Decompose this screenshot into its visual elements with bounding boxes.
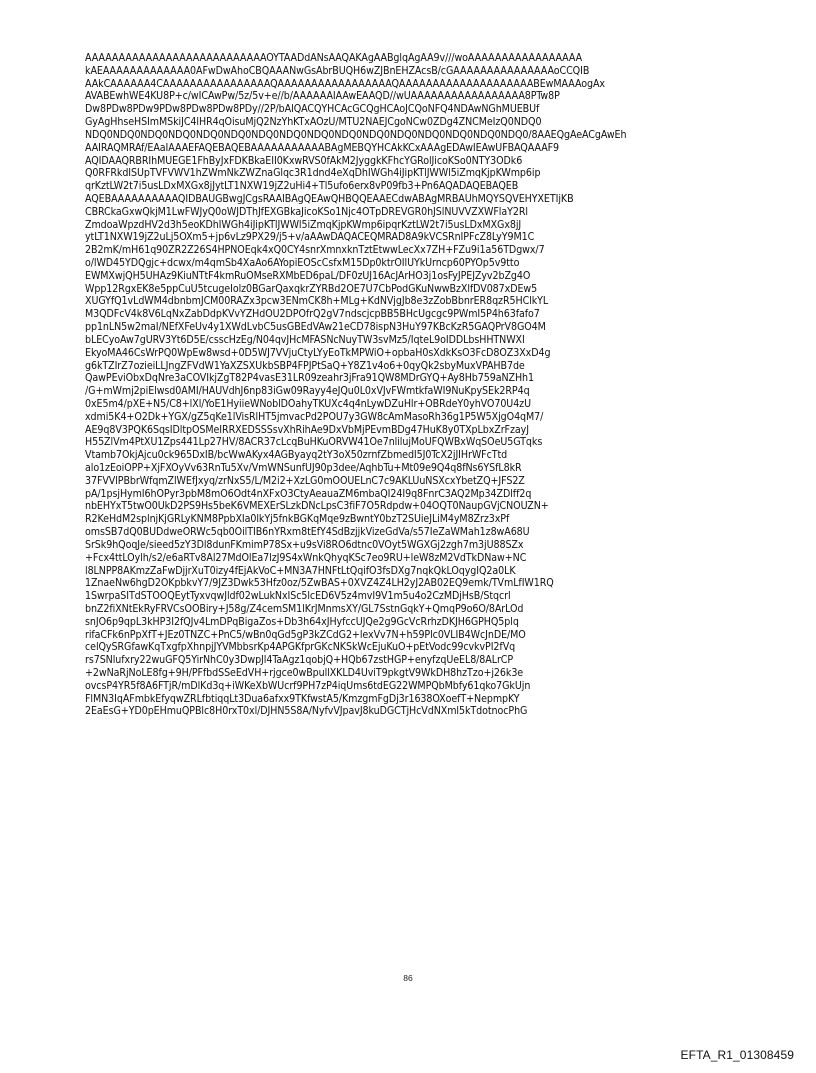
text-line: /G+mWmj2piElwsd0AMI/HAUVdhJ6np83iGw09Rayy4eJQu0L0xVJvFWmtkfaWI9NuKpySEk2RP4q — [85, 385, 530, 398]
text-line: celQySRGfawKqTxgfpXhnpjJYVMbbsrKp4APGKfprGKcNKSkWcEjuKuO+pEtVodc99cvkvPI2fVq — [85, 641, 516, 654]
text-line: omsSB7dQ0BUDdweORWc5qb0OilTIB6nYRxm8tEfY4SdBzjjkVizeGdVa/s57IeZaWMah1z8wA68U — [85, 526, 530, 539]
text-line: Vtamb7OkjAjcu0ck965DxIB/bcWwAKyx4AGByayq2tY3oX50zrnfZbmedI5J0TcX2jJIHrWFcTtd — [85, 449, 508, 462]
text-line: SrSk9hQoqJe/sieed5zY3Dl8dunFKmimP78Sx+u9sVi8RO6dtnc0VOyt5WGXGj2zgh7m3jU88SZx — [85, 538, 524, 551]
text-line: NDQ0NDQ0NDQ0NDQ0NDQ0NDQ0NDQ0NDQ0NDQ0NDQ0NDQ0NDQ0NDQ0NDQ0NDQ0NDQ0/8AAEQgAeACgAwEh — [85, 128, 627, 141]
text-line: Q0RFRkdISUpTVFVWV1hZWmNkZWZnaGlqc3R1dnd4eXqDhIWGh4iJipKTlJWWl5iZmqKjpKWmp6ip — [85, 167, 541, 180]
text-line: CBRCkaGxwQkjM1LwFWJyQ0oWJDThJfEXGBkaJicoKSo1Njc4OTpDREVGR0hJSlNUVVZXWFlaY2Rl — [85, 205, 528, 218]
text-line: AAAAAAAAAAAAAAAAAAAAAAAAAAAOYTAADdANsAAQAKAgAABglqAgAA9v///woAAAAAAAAAAAAAAAAA — [85, 52, 583, 64]
text-line: AQIDAAQRBRIhMUEGE1FhByJxFDKBkaEII0KxwRVS0fAkM2JyggkKFhcYGRolJicoKSo0NTY3ODk6 — [85, 154, 523, 167]
text-line: ovcsP4YR5f8A6FTjR/mDlKd3q+iWKeXbWUcrf9PH7zP4iqUms6tdEG22WMPQbMbfy61qko7GkUjn — [85, 679, 531, 692]
text-line: alo1zEoiOPP+XjFXOyVv63RnTu5Xv/VmWNSunfUJ90p3dee/AqhbTu+Mt09e9Q4q8fNs6YSfL8kR — [85, 462, 522, 474]
text-line: EkyoMA46CsWrPQ0WpEw8wsd+0D5WJ7VVjuCtyLYyEoTkMPWiO+opbaH0sXdkKsO3FcD8OZ3XxD4g — [85, 346, 551, 359]
text-line: bLECyoAw7gURV3Yt6D5E/csscHzEg/N04qvJHcMFASNcNuyTW3svMz5/IqteL9oIDDLbsHHTNWXI — [85, 333, 525, 346]
text-line: bnZ2fiXNtEkRyFRVCsOOBiry+J58g/Z4cemSM1lKrJMnmsXY/GL7SstnGqkY+QmqP9o6O/8ArLOd — [85, 602, 524, 615]
text-line: GyAgHhseHSImMSkiJC4lHR4qOisuMjQ2NzYhKTxAOzU/MTU2NAEJCgoNCw0ZDg4ZNCMeIzQ0NDQ0 — [85, 116, 542, 129]
text-line: AAIRAQMRAf/EAaIAAAEFAQEBAQEBAAAAAAAAAAABAgMEBQYHCAkKCxAAAgEDAwIEAwUFBAQAAAF9 — [85, 141, 560, 154]
text-line: R2KeHdM2splnjKjGRLyKNM8PpbXIa0lkYj5fnkBGKqMqe9zBwntY0bzT2SUieJLiM4yM8Zrz3xPf — [85, 513, 510, 526]
text-line: ytLT1NXW19jZ2uLj5OXm5+jp6vLz9PX29/j5+v/aAAwDAQACEQMRAD8A9kVCSRnIPFcZ8LyY9M1C — [85, 231, 535, 244]
text-line: 0xE5m4/pXE+N5/C8+lXl/YoE1HyiieWNoblDOahyTKUXc4q4nLywDZuHlr+OBRdeY0yhVO70U4zU — [85, 397, 532, 410]
text-line: Dw8PDw8PDw9PDw8PDw8PDw8PDy//2P/bAIQACQYHCAcGCQgHCAoJCQoNFQ4NDAwNGhMUEBUf — [85, 103, 540, 116]
text-line: pA/1psjHymI6hOPyr3pbM8mO6Odt4nXFxO3CtyAeauaZM6mbaQI24I9q8FnrC3AQ2Mp34ZDlff2q — [85, 487, 532, 500]
text-line: M3QDFcV4k8V6LqNxZabDdpKVvYZHdOU2DPOfrQ2gV7ndscjcpBB5BHcUgcgc9PWmI5P4h63fafo7 — [85, 308, 540, 321]
text-line: 2EaEsG+YD0pEHmuQPBlc8H0rxT0xl/DJHN5S8A/NyfvVJpavJ8kuDGCTjHcVdNXml5kTdotnocPhG — [85, 705, 528, 718]
text-line: AVABEwhWE4KU8P+c/wICAwPw/5z/5v+e//b/AAAAAAIAAwEAAQD//wUAAAAAAAAAAAAAAAAA8PTw8P — [85, 90, 560, 103]
text-line: snJO6p9qpL3kHP3I2fQJv4LmDPqBigaZos+Db3h64xJHyfccUJQe2g9GcVcRrhzDKJH6GPHQ5plq — [85, 615, 519, 628]
text-line: QawPEviObxDqNre3aCOVIkjZgT82P4vasE31LR09zeahr3jFra91QW8MDrGYQ+Ay8Hb759aNZHh1 — [85, 372, 534, 385]
text-line: pp1nLN5w2maI/NEfXFeUv4y1XWdLvbC5usGBEdVAw21eCD78ispN3HuY97KBcKzR5GAQPrV8GO4M — [85, 321, 546, 334]
text-line: Wpp12RgxEK8e5ppCuU5tcugeIolz0BGarQaxqkrZYRBd2OE7U7CbPodGKuNwwBzXlfDV087xDEw5 — [85, 282, 538, 295]
text-line: rs7SNlufxry22wuGFQ5YirNhC0y3DwpJl4TaAgz1qobjQ+HQb67zstHGP+enyfzqUeEL8/8ALrCP — [85, 654, 514, 667]
encoded-text-block — [85, 52, 725, 718]
text-line: FlMN3IqAFmbkEfyqwZRLfbtiqqLt3Dua6afxx9TKfwstA5/KmzgmFgDj3r1638OXoefT+NepmpKY — [85, 692, 520, 705]
text-line: H55ZlVm4PtXU1Zps441Lp27HV/8ACR37cLcqBuHKuORVW41Oe7nlilujMoUFQWBxWqSOeU5GTqks — [85, 436, 543, 449]
text-line: l8LNPP8AKmzZaFwDjjrXuT0izy4fEjAkVoC+MN3A7HNFtLtQqifO3fsDXg7nqkQkLOqygIQ2a0LK — [85, 564, 516, 577]
text-line: AAkCAAAAAA4CAAAAAAAAAAAAAAAAQAAAAAAAAAAAAAAAAAQAAAAAAAAAAAAAAAAAAAABEwMAAAogAx — [85, 77, 605, 90]
document-id: EFTA_R1_01308459 — [680, 1048, 794, 1062]
text-line: +2wNaRjNoLE8fg+9H/PFfbdSSeEdVH+rjgce0wBpullXKLD4UviT9pkgtV9WkDH8hzTzo+j26k3e — [85, 667, 524, 679]
text-line: AE9q8V3PQK6SqsIDltpOSMeIRRXEDSSSsvXhRihAe9DxVbMjPEvmBDg47HuK8y0TXpLbxZrFzayJ — [85, 423, 529, 436]
text-line: AQEBAAAAAAAAAAQIDBAUGBwgJCgsRAAIBAgQEAwQHBQQEAAECdwABAgMRBAUhMQYSQVEHYXETIjKB — [85, 192, 574, 205]
text-line: 2B2mK/mH61q90ZR2Z26S4HPNOEqk4xQ0CY4snrXmnxknTztEtwwLecXx7ZH+FZu9i1a56TDgwx/7 — [85, 244, 545, 257]
text-line: 1SwrpaSITdSTOOQEytTyxvqwJldf02wLukNxISc5lcED6V5z4mvI9V1m5u4o2CzMDjHsB/Stqcrl — [85, 590, 511, 603]
text-line: +Fcx4ttLOylh/s2/e6aRTv8Al27MdOlEa7lzJ9S4xWnkQhyqKSc7eo9RU+leW8zM2VdTkDNaw+NC — [85, 551, 527, 564]
text-line: o/lWD45YDQgjc+dcwx/m4qmSb4XaAo6AYopiEOScCsfxM15Dp0ktrOIlUYkUrncp60PYOp5v9tto — [85, 257, 520, 269]
text-line: qrKztLW2t7i5usLDxMXGx8jJytLT1NXW19jZ2uHi4+Tl5ufo6erx8vP09fb3+Pn6AQADAQEBAQEB — [85, 180, 519, 193]
text-line: 1ZnaeNw6hgD2OKpbkvY7/9JZ3Dwk53Hfz0oz/5ZwBAS+0XVZ4Z4LH2yJ2AB02EQ9emk/TVmLfIW1RQ — [85, 577, 554, 590]
text-line: rifaCFk6nPpXfT+JEz0TNZC+PnC5/wBn0qGd5gP3kZCdG2+lexVv7N+h59Plc0VLIB4WcJnDE/MO — [85, 628, 526, 641]
text-line: nbEHYxT5twO0UkD2PS9Hs5beK6VMEXErSLzkDNcLpsC3fiF7O5Rdpdw+04OQT0NaupGVjCNOUZN+ — [85, 500, 549, 513]
text-line: ZmdoaWpzdHV2d3h5eoKDhIWGh4iJipKTlJWWl5iZmqKjpKWmp6ipqrKztLW2t7i5usLDxMXGx8jJ — [85, 218, 522, 231]
text-line: 37FVVlPBbrWfqmZlWEfJxyq/zrNxS5/L/M2i2+XzLG0mOOUELnC7c9AKLUuNSXcxYbetZQ+JFS2Z — [85, 474, 525, 487]
text-line: XUGYfQ1vLdWM4dbnbmJCM00RAZx3pcw3ENmCK8h+MLg+KdNVjgJb8e3zZobBbnrER8qzR5HClkYL — [85, 295, 549, 308]
text-line: xdmi5K4+O2Dk+YGX/gZ5qKe1lVisRlHT5jmvacPd2POU7y3GW8cAmMasoRh36g1P5W5XjgO4qM7/ — [85, 410, 544, 423]
text-line: kAEAAAAAAAAAAAAA0AFwDwAhoCBQAAANwGsAbrBUQH6wZJBnEHZAcsB/cGAAAAAAAAAAAAAAAoCCQIB — [85, 64, 590, 77]
text-line: EWMXwjQH5UHAz9KiuNTtF4kmRuOMseRXMbED6paL/DF0zUJ16AcJArHO3j1osFyJPEJZyv2bZg4O — [85, 269, 531, 282]
text-line: g6kTZIrZ7ozieiLLJngZFVdW1YaXZSXUkbSBP4FPJPtSaQ+Y8Z1v4o6+0qyQk2sbyMuxVPAHB7de — [85, 359, 525, 372]
page-number: 86 — [403, 973, 413, 983]
